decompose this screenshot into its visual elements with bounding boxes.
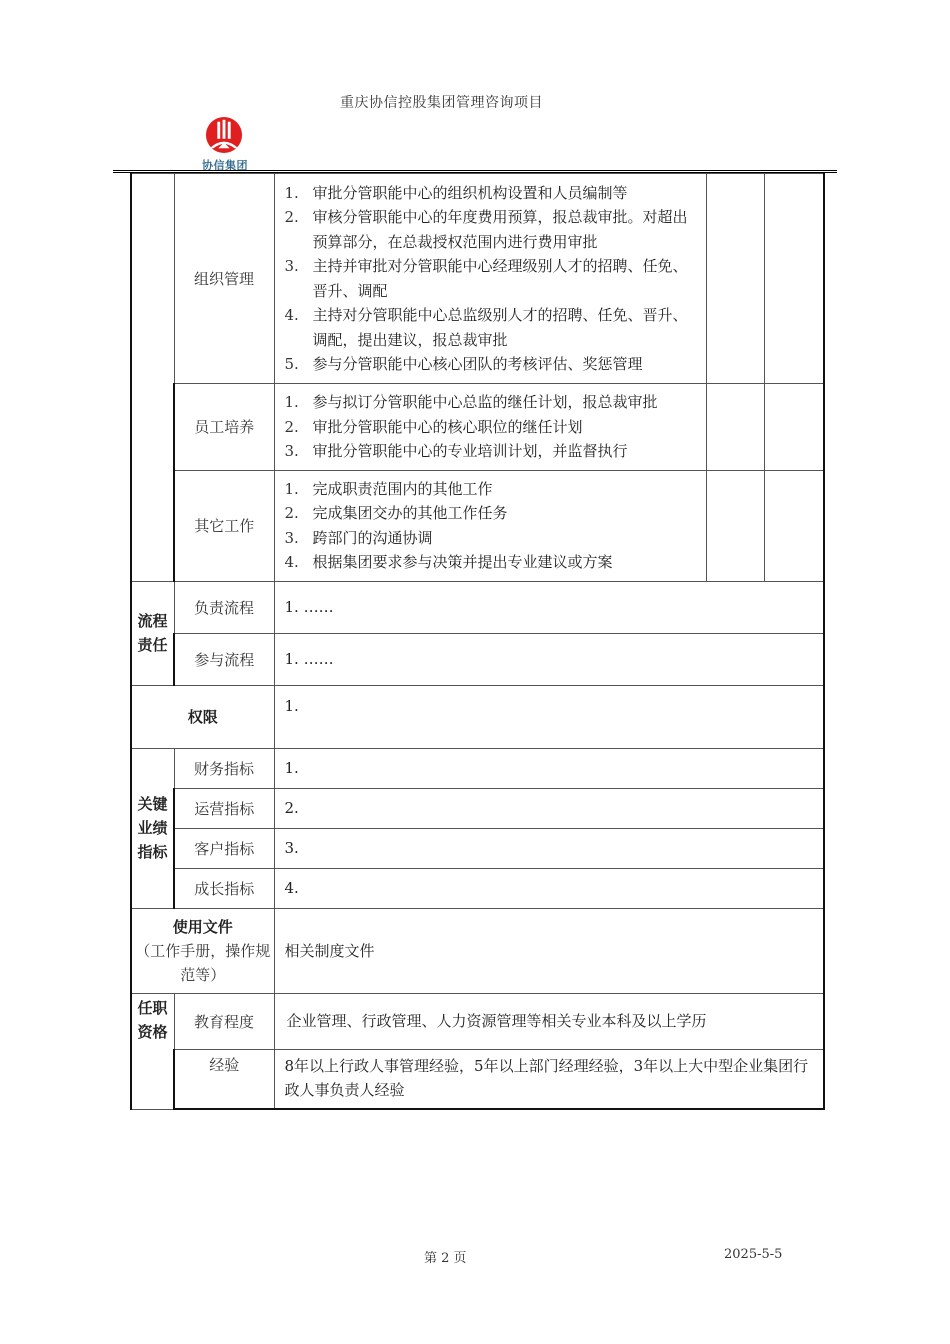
- empty-cell: [764, 470, 824, 581]
- item-number: 3.: [284, 528, 299, 547]
- row-label-kpi-financial: 财务指标: [174, 748, 274, 788]
- item-number: 1.: [284, 479, 299, 498]
- footer-date: 2025-5-5: [724, 1247, 783, 1262]
- item-number: 5.: [284, 355, 299, 373]
- row-label-process-owner: 负责流程: [174, 581, 274, 633]
- table-row-kpi-customer: [131, 828, 824, 868]
- empty-cell: [764, 384, 824, 471]
- process-category-label: [131, 581, 174, 685]
- table-row-education: [131, 993, 824, 1049]
- process-owner-value: 1. ……: [274, 581, 824, 633]
- list-item: [285, 501, 700, 526]
- staff-development-list: [274, 384, 706, 471]
- documents-label: [131, 908, 274, 993]
- kpi-category-label: [131, 748, 174, 908]
- table-row-documents: [131, 908, 824, 993]
- other-work-list: [274, 470, 706, 581]
- table-row-kpi-operations: [131, 788, 824, 828]
- empty-cell: [706, 174, 764, 384]
- documents-value: 相关制度文件: [274, 908, 824, 993]
- list-item: [285, 303, 700, 352]
- row-label-education: 教育程度: [174, 993, 274, 1049]
- category-text: 关键: [137, 795, 168, 813]
- category-text: 指标: [137, 843, 168, 861]
- logo-text: 协信集团: [202, 159, 248, 172]
- table-row-org-management: [131, 174, 824, 384]
- list-item: [285, 390, 700, 415]
- kpi-operations-value: 2.: [274, 788, 824, 828]
- item-text: 审批分管职能中心的组织机构设置和人员编制等: [312, 183, 628, 202]
- empty-cell: [706, 470, 764, 581]
- table-row-process-owner: [131, 581, 824, 633]
- list-item: [285, 205, 700, 254]
- category-text: 任职: [137, 998, 168, 1017]
- item-text: 主持并审批对分管职能中心经理级别人才的招聘、任免、晋升、调配: [312, 257, 688, 300]
- list-item: [285, 526, 700, 551]
- authority-value: 1.: [274, 685, 824, 748]
- row-label-kpi-customer: 客户指标: [174, 828, 274, 868]
- responsibility-category-cell: [131, 174, 174, 582]
- item-number: 2.: [284, 417, 299, 436]
- row-label-other-work: 其它工作: [174, 470, 274, 581]
- category-text: 流程: [137, 612, 168, 630]
- item-text: 完成集团交办的其他工作任务: [312, 504, 508, 522]
- experience-value: 8年以上行政人事管理经验，5年以上部门经理经验，3年以上大中型企业集团行政人事负责人经验: [274, 1049, 824, 1109]
- item-text: 完成职责范围内的其他工作: [312, 479, 493, 498]
- kpi-financial-value: 1.: [274, 748, 824, 788]
- education-value: 企业管理、行政管理、人力资源管理等相关专业本科及以上学历: [274, 993, 824, 1049]
- table-row-kpi-financial: [131, 748, 824, 788]
- logo-emblem-icon: [205, 116, 243, 154]
- row-label-experience: 经验: [174, 1049, 274, 1109]
- table-row-kpi-growth: [131, 868, 824, 908]
- row-label-staff-development: 员工培养: [174, 384, 274, 471]
- item-text: 审批分管职能中心的专业培训计划，并监督执行: [312, 442, 628, 460]
- item-text: 跨部门的沟通协调: [312, 528, 433, 547]
- table-row-authority: [131, 685, 824, 748]
- row-label-kpi-operations: 运营指标: [174, 788, 274, 828]
- documents-label-note: （工作手册，操作规范等）: [135, 941, 271, 984]
- row-label-org-management: 组织管理: [174, 174, 274, 384]
- table-row-process-participant: [131, 633, 824, 685]
- document-header-title: 重庆协信控股集团管理咨询项目: [340, 95, 543, 111]
- item-number: 4.: [284, 306, 299, 324]
- item-text: 主持对分管职能中心总监级别人才的招聘、任免、晋升、调配，提出建议，报总裁审批: [312, 306, 688, 349]
- authority-label: 权限: [131, 685, 274, 748]
- category-text: 资格: [137, 1022, 168, 1041]
- list-item: [285, 254, 700, 303]
- company-logo: [196, 116, 252, 172]
- row-label-process-participant: 参与流程: [174, 633, 274, 685]
- item-text: 参与分管职能中心核心团队的考核评估、奖惩管理: [312, 355, 643, 373]
- documents-label-title: 使用文件: [172, 917, 233, 936]
- item-text: 参与拟订分管职能中心总监的继任计划，报总裁审批: [312, 393, 658, 411]
- item-number: 2.: [284, 504, 299, 522]
- item-number: 4.: [284, 553, 299, 571]
- row-label-kpi-growth: 成长指标: [174, 868, 274, 908]
- item-number: 2.: [284, 208, 299, 226]
- item-number: 1.: [284, 393, 299, 411]
- table-row-experience: [131, 1049, 824, 1109]
- footer-page-number: 第 2 页: [424, 1251, 467, 1266]
- empty-cell: [706, 384, 764, 471]
- list-item: [285, 181, 700, 206]
- process-participant-value: 1. ……: [274, 633, 824, 685]
- kpi-customer-value: 3.: [274, 828, 824, 868]
- item-text: 审批分管职能中心的核心职位的继任计划: [312, 417, 583, 436]
- item-number: 1.: [284, 183, 299, 202]
- org-management-list: [274, 174, 706, 384]
- table-row-staff-development: [131, 384, 824, 471]
- kpi-growth-value: 4.: [274, 868, 824, 908]
- category-text: 业绩: [137, 819, 168, 837]
- item-number: 3.: [284, 442, 299, 460]
- job-description-table: [130, 173, 825, 1110]
- category-text: 责任: [137, 636, 168, 654]
- list-item: [285, 439, 700, 464]
- item-number: 3.: [284, 257, 299, 275]
- list-item: [285, 415, 700, 440]
- list-item: [285, 550, 700, 575]
- item-text: 审核分管职能中心的年度费用预算，报总裁审批。对超出预算部分，在总裁授权范围内进行费用审批: [312, 208, 688, 251]
- qualification-category-label: [131, 993, 174, 1109]
- table-row-other-work: [131, 470, 824, 581]
- item-text: 根据集团要求参与决策并提出专业建议或方案: [312, 553, 613, 571]
- empty-cell: [764, 174, 824, 384]
- list-item: [285, 477, 700, 502]
- list-item: [285, 352, 700, 377]
